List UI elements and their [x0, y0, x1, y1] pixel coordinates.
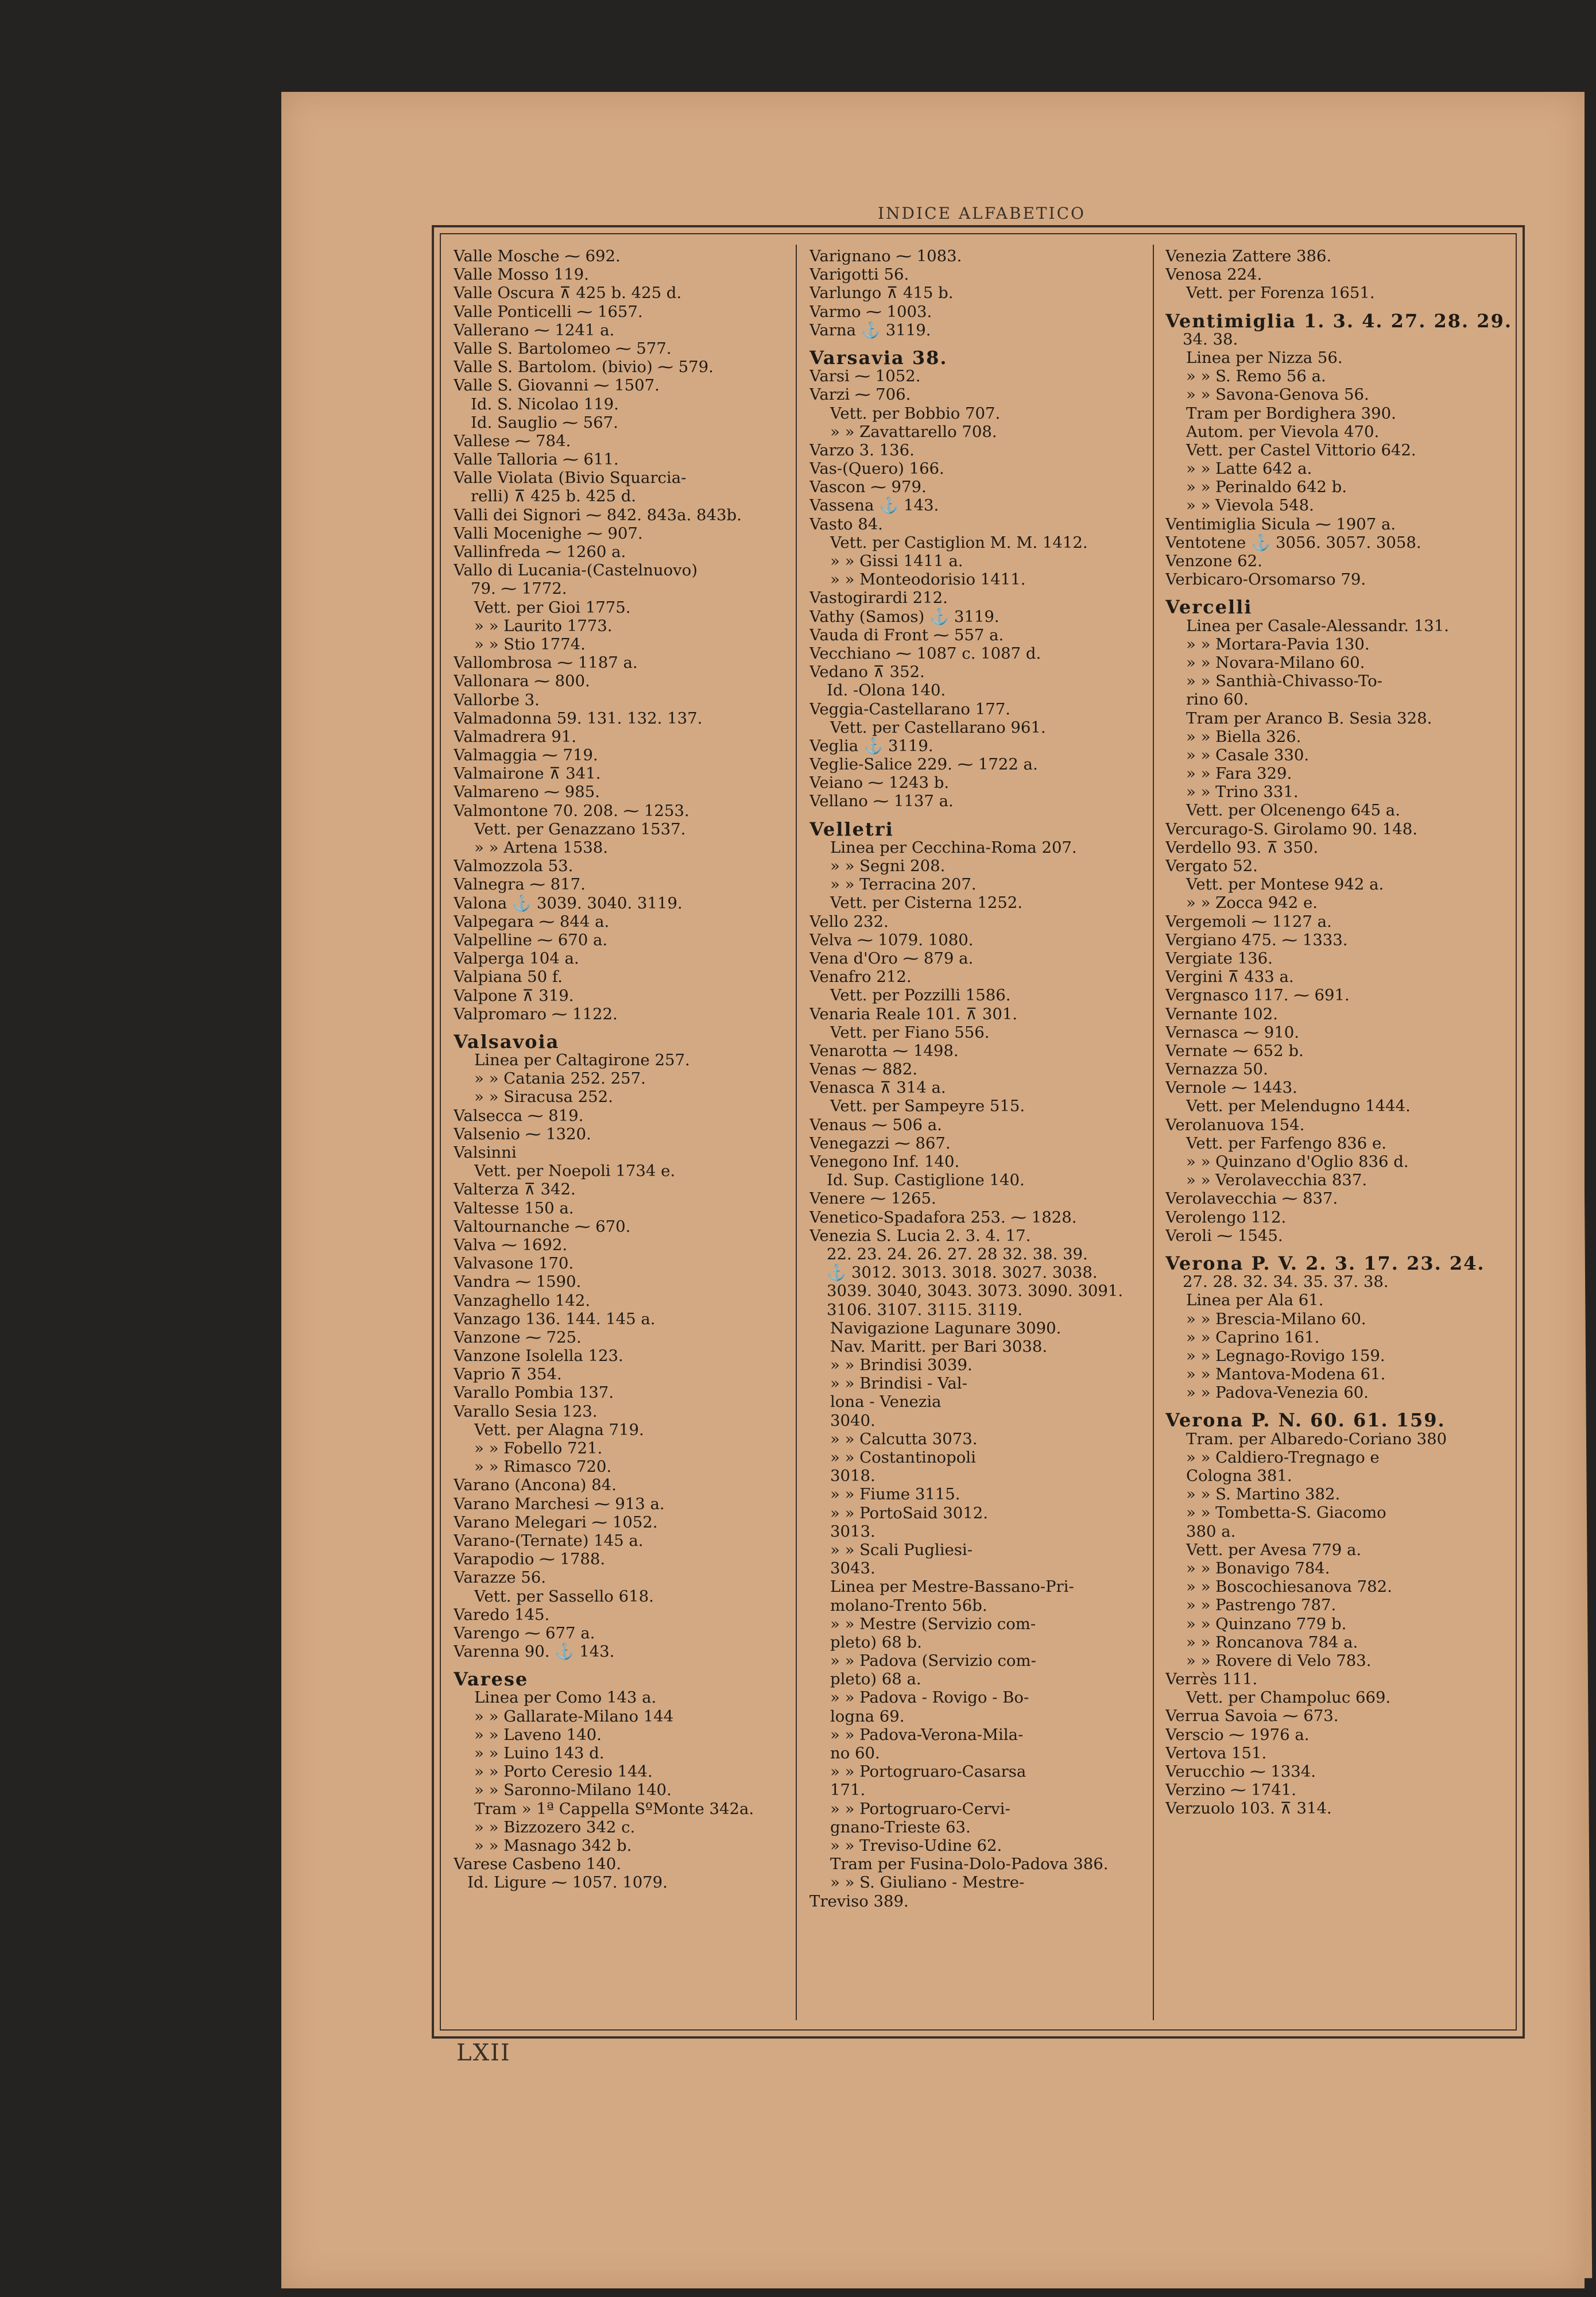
index-heading: Velletri [809, 818, 894, 840]
index-entry: Vernante 102. [1165, 1004, 1278, 1023]
index-entry: 3013. [830, 1522, 876, 1541]
index-entry: Valterza ⊼ 342. [454, 1180, 576, 1199]
index-entry: Venegono Inf. 140. [809, 1153, 960, 1171]
index-entry: » » Costantinopoli [830, 1448, 976, 1467]
index-entry: Verolengo 112. [1165, 1208, 1287, 1227]
index-entry: 34. 38. [1183, 330, 1238, 349]
index-entry: » » PortoSaid 3012. [830, 1503, 988, 1522]
index-entry: lona - Venezia [830, 1393, 942, 1412]
index-entry: » » Zavattarello 708. [830, 422, 997, 441]
index-entry: Valvasone 170. [454, 1254, 574, 1273]
index-entry: Verzino ⁓ 1741. [1165, 1781, 1297, 1800]
index-entry: » » Caldiero-Tregnago e [1186, 1448, 1380, 1467]
index-entry: Linea per Caltagirone 257. [474, 1051, 690, 1070]
index-entry: Vett. per Cisterna 1252. [830, 894, 1022, 912]
index-entry: Vergini ⊼ 433 a. [1165, 968, 1294, 987]
index-heading: Verona P. N. 60. 61. 159. [1165, 1409, 1446, 1432]
section-gap [1165, 1402, 1516, 1407]
index-entry: Vett. per Avesa 779 a. [1186, 1540, 1362, 1559]
index-entry: » » Quinzano d'Oglio 836 d. [1186, 1153, 1409, 1171]
index-entry: Valpone ⊼ 319. [454, 986, 574, 1005]
index-entry: Valmadonna 59. 131. 132. 137. [454, 709, 703, 728]
index-entry: » » Scali Pugliesi- [830, 1540, 973, 1559]
index-entry: » » Porto Ceresio 144. [474, 1762, 653, 1781]
index-entry: Vett. per Sampeyre 515. [830, 1097, 1025, 1116]
index-entry: Tram per Aranco B. Sesia 328. [1186, 709, 1432, 728]
index-entry: Ventimiglia Sicula ⁓ 1907 a. [1165, 515, 1396, 533]
index-entry: » » Saronno-Milano 140. [474, 1781, 672, 1800]
index-entry: » » Novara-Milano 60. [1186, 653, 1365, 672]
index-entry: Vallorbe 3. [454, 690, 540, 709]
index-entry: 380 a. [1186, 1522, 1236, 1541]
index-entry: » » Monteodorisio 1411. [830, 570, 1026, 589]
page-number: LXII [456, 2040, 511, 2066]
index-entry: Vascon ⁓ 979. [809, 478, 927, 497]
index-entry: pleto) 68 a. [830, 1670, 921, 1689]
index-entry: Id. Sup. Castiglione 140. [827, 1171, 1025, 1190]
index-entry: Verrua Savoia ⁓ 673. [1165, 1707, 1339, 1726]
index-entry: Vallonara ⁓ 800. [454, 672, 590, 691]
index-entry: Tram » 1ª Cappella SºMonte 342a. [474, 1799, 754, 1818]
index-entry: » » Trino 331. [1186, 783, 1299, 802]
index-entry: Vasto 84. [809, 515, 883, 533]
index-entry: 22. 23. 24. 26. 27. 28 32. 38. 39. [827, 1244, 1088, 1263]
index-entry: » » Pastrengo 787. [1186, 1596, 1337, 1615]
index-entry: Varzo 3. 136. [809, 440, 915, 459]
index-entry: » » Laveno 140. [474, 1725, 602, 1744]
index-entry: Venere ⁓ 1265. [809, 1189, 936, 1208]
section-gap [454, 1023, 791, 1029]
index-entry: Valperga 104 a. [454, 949, 579, 968]
index-entry: » » Terracina 207. [830, 875, 977, 894]
index-entry: Venaus ⁓ 506 a. [809, 1115, 942, 1134]
index-entry: » » Boscochiesanova 782. [1186, 1577, 1392, 1596]
index-entry: Linea per Cecchina-Roma 207. [830, 838, 1077, 857]
index-entry: Vett. per Champoluc 669. [1186, 1688, 1391, 1707]
index-entry: Valpromaro ⁓ 1122. [454, 1004, 618, 1023]
index-entry: Cologna 381. [1186, 1467, 1292, 1485]
index-entry: Vanzago 136. 144. 145 a. [454, 1309, 656, 1328]
index-entry: Venarotta ⁓ 1498. [809, 1041, 959, 1060]
index-entry: Valtournanche ⁓ 670. [454, 1217, 631, 1236]
index-entry: » » Gissi 1411 a. [830, 552, 963, 570]
index-entry: Varapodio ⁓ 1788. [454, 1550, 606, 1569]
index-entry: Tram per Bordighera 390. [1186, 404, 1396, 423]
index-entry: Navigazione Lagunare 3090. [830, 1318, 1062, 1337]
index-heading: Valsavoia [454, 1030, 560, 1053]
index-entry: Nav. Maritt. per Bari 3038. [830, 1337, 1048, 1356]
index-entry: Valle Ponticelli ⁓ 1657. [454, 302, 643, 321]
index-entry: Vallerano ⁓ 1241 a. [454, 320, 615, 339]
index-entry: Venezia Zattere 386. [1165, 247, 1332, 265]
index-entry: rino 60. [1186, 690, 1249, 709]
index-heading: Vercelli [1165, 596, 1253, 618]
index-entry: » » Caprino 161. [1186, 1328, 1320, 1347]
index-entry: Verrès 111. [1165, 1670, 1258, 1689]
index-entry: Venegazzi ⁓ 867. [809, 1134, 951, 1153]
index-entry: Valsenio ⁓ 1320. [454, 1124, 591, 1143]
index-entry: Valmairone ⊼ 341. [454, 764, 601, 783]
index-entry: Vergiano 475. ⁓ 1333. [1165, 930, 1348, 949]
index-entry: Valmozzola 53. [454, 857, 574, 876]
index-entry: » » Padova-Verona-Mila- [830, 1725, 1024, 1744]
index-entry: » » Quinzano 779 b. [1186, 1614, 1347, 1633]
index-entry: Varsi ⁓ 1052. [809, 367, 921, 386]
index-entry: Vett. per Montese 942 a. [1186, 875, 1384, 894]
index-entry: Venasca ⊼ 314 a. [809, 1078, 946, 1097]
index-entry: Vett. per Gioi 1775. [474, 598, 631, 617]
index-entry: Vellano ⁓ 1137 a. [809, 792, 954, 811]
index-entry: » » Fara 329. [1186, 764, 1292, 783]
index-entry: Vett. per Castel Vittorio 642. [1186, 440, 1416, 459]
index-entry: Varallo Pombia 137. [454, 1383, 614, 1402]
index-entry: Valtesse 150 a. [454, 1198, 574, 1217]
index-entry: Veglie-Salice 229. ⁓ 1722 a. [809, 755, 1038, 774]
index-entry: » » Segni 208. [830, 857, 946, 875]
index-entry: Verdello 93. ⊼ 350. [1165, 838, 1319, 857]
index-entry: Varano (Ancona) 84. [454, 1476, 617, 1495]
section-gap [1165, 589, 1516, 594]
index-entry: » » Bizzozero 342 c. [474, 1818, 636, 1836]
index-entry: Linea per Nizza 56. [1186, 348, 1343, 367]
index-entry: Vena d'Oro ⁓ 879 a. [809, 949, 974, 968]
index-entry: » » Savona-Genova 56. [1186, 385, 1369, 404]
index-entry: Valpelline ⁓ 670 a. [454, 930, 608, 949]
index-entry: » » Brescia-Milano 60. [1186, 1309, 1366, 1328]
index-entry: Valva ⁓ 1692. [454, 1235, 568, 1254]
index-entry: Vas-(Quero) 166. [809, 459, 944, 478]
index-entry: Linea per Casale-Alessandr. 131. [1186, 616, 1449, 635]
index-entry: » » Vievola 548. [1186, 496, 1314, 515]
index-entry: Vallinfreda ⁓ 1260 a. [454, 543, 626, 561]
index-entry: Venezia S. Lucia 2. 3. 4. 17. [809, 1226, 1031, 1245]
index-entry: » » Roncanova 784 a. [1186, 1633, 1358, 1652]
index-entry: Valle Violata (Bivio Squarcia- [454, 469, 687, 488]
index-entry: no 60. [830, 1744, 880, 1762]
column-rule [1153, 245, 1154, 2020]
index-entry: Venaria Reale 101. ⊼ 301. [809, 1004, 1018, 1023]
index-entry: Varano Marchesi ⁓ 913 a. [454, 1494, 665, 1513]
index-entry: Vathy (Samos) ⚓ 3119. [809, 607, 1000, 626]
index-entry: Verscio ⁓ 1976 a. [1165, 1725, 1310, 1744]
index-entry: Treviso 389. [809, 1892, 909, 1911]
index-entry: » » Casale 330. [1186, 745, 1310, 764]
section-gap [809, 811, 1150, 817]
index-heading: Varsavia 38. [809, 346, 948, 369]
index-entry: » » Calcutta 3073. [830, 1429, 978, 1448]
page-header: INDICE ALFABETICO [878, 204, 1086, 223]
index-entry: Valle Mosche ⁓ 692. [454, 247, 621, 265]
index-entry: 3106. 3107. 3115. 3119. [827, 1300, 1023, 1319]
index-entry: Vallombrosa ⁓ 1187 a. [454, 653, 638, 672]
index-entry: pleto) 68 b. [830, 1633, 922, 1652]
index-entry: Vallese ⁓ 784. [454, 431, 571, 450]
index-entry: » » Treviso-Udine 62. [830, 1836, 1002, 1855]
index-entry: Vett. per Pozzilli 1586. [830, 986, 1011, 1005]
section-gap [454, 1661, 791, 1666]
index-entry: Linea per Mestre-Bassano-Pri- [830, 1577, 1074, 1596]
index-entry: Vaprio ⊼ 354. [454, 1365, 562, 1384]
index-entry: Vett. per Sassello 618. [474, 1587, 654, 1606]
index-entry: » » Brindisi - Val- [830, 1374, 967, 1393]
index-entry: » » Legnago-Rovigo 159. [1186, 1346, 1385, 1365]
index-entry: Valli dei Signori ⁓ 842. 843a. 843b. [454, 505, 742, 524]
index-entry: » » Portogruaro-Casarsa [830, 1762, 1026, 1781]
index-entry: Varignano ⁓ 1083. [809, 247, 962, 265]
index-entry: relli) ⊼ 425 b. 425 d. [471, 487, 637, 506]
index-entry: Vett. per Noepoli 1734 e. [474, 1162, 676, 1181]
index-entry: » » Padova-Venezia 60. [1186, 1383, 1369, 1402]
index-entry: Autom. per Vievola 470. [1186, 422, 1380, 441]
index-entry: » » Rimasco 720. [474, 1457, 612, 1476]
index-entry: Id. -Olona 140. [827, 681, 946, 700]
index-entry: Varmo ⁓ 1003. [809, 302, 932, 321]
index-entry: gnano-Trieste 63. [830, 1818, 971, 1836]
index-entry: Venetico-Spadafora 253. ⁓ 1828. [809, 1208, 1077, 1227]
index-entry: Valle S. Giovanni ⁓ 1507. [454, 376, 660, 395]
index-entry: Vallo di Lucania-(Castelnuovo) [454, 561, 698, 580]
index-entry: Venzone 62. [1165, 552, 1262, 570]
index-entry: » » Mantova-Modena 61. [1186, 1365, 1386, 1384]
index-entry: » » Santhià-Chivasso-To- [1186, 672, 1382, 691]
index-entry: Vergemoli ⁓ 1127 a. [1165, 912, 1332, 931]
index-entry: Verzuolo 103. ⊼ 314. [1165, 1799, 1332, 1818]
section-gap [1165, 303, 1516, 308]
index-entry: 27. 28. 32. 34. 35. 37. 38. [1183, 1273, 1389, 1291]
index-entry: Valle Talloria ⁓ 611. [454, 450, 619, 469]
index-entry: Varedo 145. [454, 1605, 550, 1624]
index-entry: » » Verolavecchia 837. [1186, 1171, 1368, 1190]
index-entry: Varano-(Ternate) 145 a. [454, 1531, 644, 1550]
index-entry: Vernole ⁓ 1443. [1165, 1078, 1297, 1097]
index-entry: Valmontone 70. 208. ⁓ 1253. [454, 801, 689, 820]
index-entry: 3018. [830, 1467, 876, 1486]
index-entry: Vergiate 136. [1165, 949, 1273, 968]
index-entry: Vandra ⁓ 1590. [454, 1273, 582, 1291]
index-entry: Varzi ⁓ 706. [809, 385, 911, 404]
index-entry: » » Artena 1538. [474, 838, 609, 857]
index-entry: » » Tombetta-S. Giacomo [1186, 1503, 1386, 1522]
index-entry: Venas ⁓ 882. [809, 1060, 918, 1079]
index-entry: Valmareno ⁓ 985. [454, 783, 600, 802]
index-entry: Id. Ligure ⁓ 1057. 1079. [467, 1873, 668, 1892]
index-entry: » » Catania 252. 257. [474, 1069, 646, 1088]
index-entry: » » Zocca 942 e. [1186, 894, 1318, 912]
index-entry: Veglia ⚓ 3119. [809, 736, 933, 755]
index-entry: » » Masnago 342 b. [474, 1836, 632, 1855]
index-entry: Veggia-Castellarano 177. [809, 699, 1010, 718]
index-entry: molano-Trento 56b. [830, 1596, 987, 1615]
index-heading: Varese [454, 1668, 529, 1691]
index-entry: » » S. Giuliano - Mestre- [830, 1873, 1025, 1892]
index-entry: Vett. per Fiano 556. [830, 1023, 990, 1042]
index-entry: Vett. per Castiglion M. M. 1412. [830, 533, 1088, 552]
index-entry: Vett. per Castellarano 961. [830, 718, 1046, 737]
index-entry: Vassena ⚓ 143. [809, 496, 939, 515]
index-entry: Vastogirardi 212. [809, 589, 948, 608]
column-rule [796, 245, 797, 2020]
index-entry: Varna ⚓ 3119. [809, 320, 931, 339]
index-entry: » » Fiume 3115. [830, 1485, 960, 1504]
index-entry: Vernasca ⁓ 910. [1165, 1023, 1299, 1042]
index-entry: » » Portogruaro-Cervi- [830, 1799, 1010, 1818]
index-entry: » » Gallarate-Milano 144 [474, 1707, 674, 1726]
index-entry: Id. S. Nicolao 119. [471, 395, 619, 413]
index-entry: 3040. [830, 1411, 876, 1430]
index-entry: » » Mestre (Servizio com- [830, 1614, 1036, 1633]
index-entry: » » Fobello 721. [474, 1439, 603, 1457]
index-entry: 3039. 3040, 3043. 3073. 3090. 3091. [827, 1282, 1124, 1301]
index-entry: Varengo ⁓ 677 a. [454, 1623, 595, 1642]
index-frame [432, 225, 1525, 2039]
index-entry: Valle Oscura ⊼ 425 b. 425 d. [454, 284, 682, 303]
index-entry: Valmadrera 91. [454, 727, 577, 746]
index-entry: Valpegara ⁓ 844 a. [454, 912, 610, 931]
index-entry: Venosa 224. [1165, 265, 1262, 284]
index-entry: Verbicaro-Orsomarso 79. [1165, 570, 1366, 589]
index-entry: » » Bonavigo 784. [1186, 1559, 1330, 1577]
index-entry: Valmaggia ⁓ 719. [454, 746, 598, 765]
index-entry: Linea per Ala 61. [1186, 1291, 1324, 1310]
index-entry: Varese Casbeno 140. [454, 1855, 621, 1874]
index-entry: Vergnasco 117. ⁓ 691. [1165, 986, 1350, 1005]
index-entry: Vedano ⊼ 352. [809, 663, 925, 682]
index-entry: » » Luino 143 d. [474, 1744, 605, 1762]
index-entry: » » Brindisi 3039. [830, 1356, 973, 1375]
index-entry: 79. ⁓ 1772. [471, 579, 567, 598]
index-entry: Vauda di Front ⁓ 557 a. [809, 625, 1004, 644]
index-entry: Verucchio ⁓ 1334. [1165, 1762, 1316, 1781]
index-entry: Linea per Como 143 a. [474, 1688, 657, 1707]
index-entry: » » Siracusa 252. [474, 1088, 613, 1107]
index-entry: Varenna 90. ⚓ 143. [454, 1642, 615, 1661]
index-entry: Vanzone Isolella 123. [454, 1347, 623, 1366]
index-entry: Varallo Sesia 123. [454, 1402, 598, 1421]
index-entry: Vett. per Melendugno 1444. [1186, 1097, 1411, 1116]
index-entry: » » S. Remo 56 a. [1186, 367, 1326, 386]
index-entry: Tram per Fusina-Dolo-Padova 386. [830, 1855, 1109, 1874]
index-entry: » » Perinaldo 642 b. [1186, 478, 1347, 497]
index-entry: Valle Mosso 119. [454, 265, 589, 284]
index-column-3 [1165, 247, 1516, 1818]
index-heading: Ventimiglia 1. 3. 4. 27. 28. 29. [1165, 310, 1512, 332]
index-entry: Velva ⁓ 1079. 1080. [809, 930, 974, 949]
index-entry: Valli Mocenighe ⁓ 907. [454, 524, 643, 543]
index-entry: Vett. per Farfengo 836 e. [1186, 1134, 1387, 1153]
index-entry: Valsinni [454, 1143, 517, 1162]
index-entry: Valnegra ⁓ 817. [454, 875, 586, 894]
index-entry: Vergato 52. [1165, 857, 1258, 875]
index-entry: Ventotene ⚓ 3056. 3057. 3058. [1165, 533, 1421, 552]
index-entry: Id. Sauglio ⁓ 567. [471, 413, 618, 432]
index-entry: » » Biella 326. [1186, 727, 1301, 746]
index-entry: » » S. Martino 382. [1186, 1485, 1341, 1504]
index-entry: Vernazza 50. [1165, 1060, 1268, 1079]
index-heading: Verona P. V. 2. 3. 17. 23. 24. [1165, 1252, 1485, 1274]
index-entry: » » Rovere di Velo 783. [1186, 1651, 1372, 1670]
index-entry: Vercurago-S. Girolamo 90. 148. [1165, 819, 1417, 838]
index-frame-inner [440, 233, 1517, 2031]
section-gap [809, 339, 1150, 345]
index-entry: Valpiana 50 f. [454, 968, 563, 987]
index-entry: Valona ⚓ 3039. 3040. 3119. [454, 894, 683, 912]
index-entry: Vanzaghello 142. [454, 1291, 591, 1310]
index-entry: 171. [830, 1781, 866, 1800]
index-entry: Varigotti 56. [809, 265, 909, 284]
index-entry: Valle S. Bartolomeo ⁓ 577. [454, 339, 672, 358]
index-entry: » » Laurito 1773. [474, 616, 613, 635]
index-entry: Vertova 151. [1165, 1743, 1267, 1762]
index-entry: logna 69. [830, 1707, 905, 1726]
index-entry: » » Latte 642 a. [1186, 459, 1312, 478]
index-entry: » » Padova - Rovigo - Bo- [830, 1688, 1029, 1707]
index-entry: Veiano ⁓ 1243 b. [809, 774, 950, 792]
index-entry: Vett. per Genazzano 1537. [474, 819, 686, 838]
index-entry: ⚓ 3012. 3013. 3018. 3027. 3038. [827, 1263, 1098, 1282]
index-entry: Valsecca ⁓ 819. [454, 1106, 584, 1125]
index-entry: Vello 232. [809, 912, 889, 931]
index-entry: Vernate ⁓ 652 b. [1165, 1041, 1304, 1060]
index-entry: Venafro 212. [809, 968, 912, 987]
index-entry: Veroli ⁓ 1545. [1165, 1226, 1283, 1245]
index-entry: 3043. [830, 1559, 876, 1578]
index-entry: Varlungo ⊼ 415 b. [809, 284, 954, 303]
index-entry: Vett. per Alagna 719. [474, 1420, 644, 1439]
index-column-1 [454, 247, 791, 1892]
index-entry: Verolavecchia ⁓ 837. [1165, 1189, 1338, 1208]
index-entry: » » Stio 1774. [474, 635, 586, 653]
index-entry: Valle S. Bartolom. (bivio) ⁓ 579. [454, 358, 714, 377]
index-entry: Vett. per Bobbio 707. [830, 404, 1001, 423]
index-entry: Varano Melegari ⁓ 1052. [454, 1513, 658, 1532]
index-column-2 [809, 247, 1150, 1911]
index-entry: Verolanuova 154. [1165, 1115, 1305, 1134]
section-gap [1165, 1245, 1516, 1251]
index-entry: Tram. per Albaredo-Coriano 380 [1186, 1429, 1447, 1448]
index-entry: Varazze 56. [454, 1568, 546, 1587]
index-entry: » » Padova (Servizio com- [830, 1652, 1036, 1670]
index-entry: Vett. per Olcenengo 645 a. [1186, 801, 1400, 820]
index-entry: Vanzone ⁓ 725. [454, 1328, 582, 1347]
index-entry: Vecchiano ⁓ 1087 c. 1087 d. [809, 644, 1041, 663]
index-entry: » » Mortara-Pavia 130. [1186, 635, 1370, 653]
index-entry: Vett. per Forenza 1651. [1186, 284, 1375, 303]
